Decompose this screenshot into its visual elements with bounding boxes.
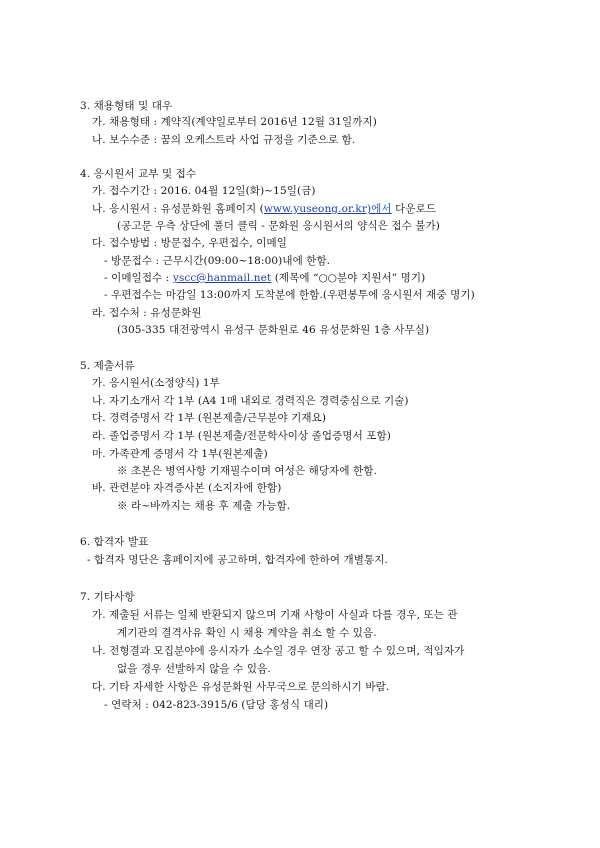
- s3-salary: 나. 보수수준 : 꿈의 오케스트라 사업 규정을 기준으로 함.: [92, 134, 356, 146]
- section-7-heading: 7. 기타사항: [80, 591, 135, 603]
- section-6-heading: 6. 합격자 발표: [80, 536, 149, 548]
- s4-email-suffix: (제목에 “○○분야 지원서” 명기): [271, 272, 426, 284]
- s4-method: 다. 접수방법 : 방문접수, 우편접수, 이메일: [92, 237, 288, 249]
- section-4-heading: 4. 응시원서 교부 및 접수: [80, 168, 197, 180]
- homepage-link[interactable]: www.yuseong.or.kr)에서: [263, 203, 392, 215]
- s3-employment-type: 가. 채용형태 : 계약직(계약일로부터 2016년 12월 31일까지): [92, 116, 377, 128]
- s7-item-a-line-2: 계기관의 결격사유 확인 시 채용 계약을 취소 할 수 있음.: [117, 627, 377, 639]
- s4-email: [104, 273, 425, 284]
- s7-item-b-line-2: 없을 경우 선발하지 않을 수 있음.: [117, 663, 271, 675]
- s7-item-b-line-1: 나. 전형결과 모집분야에 응시자가 소수일 경우 연장 공고 할 수 있으며, 적임자가: [92, 645, 465, 657]
- s5-note-2: ※ 라~바까지는 채용 후 제출 가능함.: [117, 500, 291, 512]
- section-3-heading: 3. 채용형태 및 대우: [80, 100, 173, 112]
- s4-period: 가. 접수기간 : 2016. 04월 12일(화)~15일(금): [92, 185, 316, 197]
- s5-note-1: ※ 초본은 병역사항 기재필수이며 여성은 해당자에 한함.: [117, 465, 378, 477]
- s4-email-prefix: - 이메일접수 :: [104, 272, 173, 284]
- s4-form-note: (공고문 우측 상단에 풀더 클릭 - 문화원 응시원서의 양식은 접수 불가): [117, 220, 440, 232]
- s5-doc-b: 나. 자기소개서 각 1부 (A4 1매 내외로 경력직은 경력중심으로 기술): [92, 395, 409, 407]
- s5-doc-e: 마. 가족관계 증명서 각 1부(원본제출): [92, 448, 268, 460]
- s7-item-c: 다. 기타 자세한 사항은 유성문화원 사무국으로 문의하시기 바람.: [92, 681, 390, 693]
- s4-place: 라. 접수처 : 유성문화원: [92, 307, 202, 319]
- s6-announcement: - 합격자 명단은 홈페이지에 공고하며, 합격자에 한하여 개별통지.: [87, 554, 388, 566]
- s5-doc-d: 라. 졸업증명서 각 1부 (원본제출/전문학사이상 졸업증명서 포함): [92, 430, 391, 442]
- s7-item-a-line-1: 가. 제출된 서류는 일체 반환되지 않으며 기재 사항이 사실과 다를 경우, 또는 관: [92, 609, 458, 621]
- s4-application-prefix: 나. 응시원서 : 유성문화원 홈페이지 (: [92, 203, 264, 215]
- s5-doc-c: 다. 경력증명서 각 1부 (원본제출/근무분야 기재요): [92, 412, 327, 424]
- s4-address: (305-335 대전광역시 유성구 문화원로 46 유성문화원 1층 사무실): [117, 324, 430, 336]
- s4-application-suffix: 다운로드: [391, 203, 437, 215]
- s5-doc-a: 가. 응시원서(소정양식) 1부: [92, 377, 220, 389]
- email-link[interactable]: yscc@hanmail.net: [172, 272, 272, 284]
- section-5-heading: 5. 제출서류: [80, 360, 135, 372]
- s4-mail: - 우편접수는 마감일 13:00까지 도착분에 한함.(우편봉투에 응시원서 재중 명기): [104, 289, 475, 301]
- s4-visit: - 방문접수 : 근무시간(09:00~18:00)내에 한함.: [104, 255, 331, 267]
- s7-contact: - 연락처 : 042-823-3915/6 (담당 홍성식 대리): [104, 699, 329, 711]
- s4-application-form: [92, 204, 436, 215]
- s5-doc-f: 바. 관련분야 자격증사본 (소지자에 한함): [92, 482, 282, 494]
